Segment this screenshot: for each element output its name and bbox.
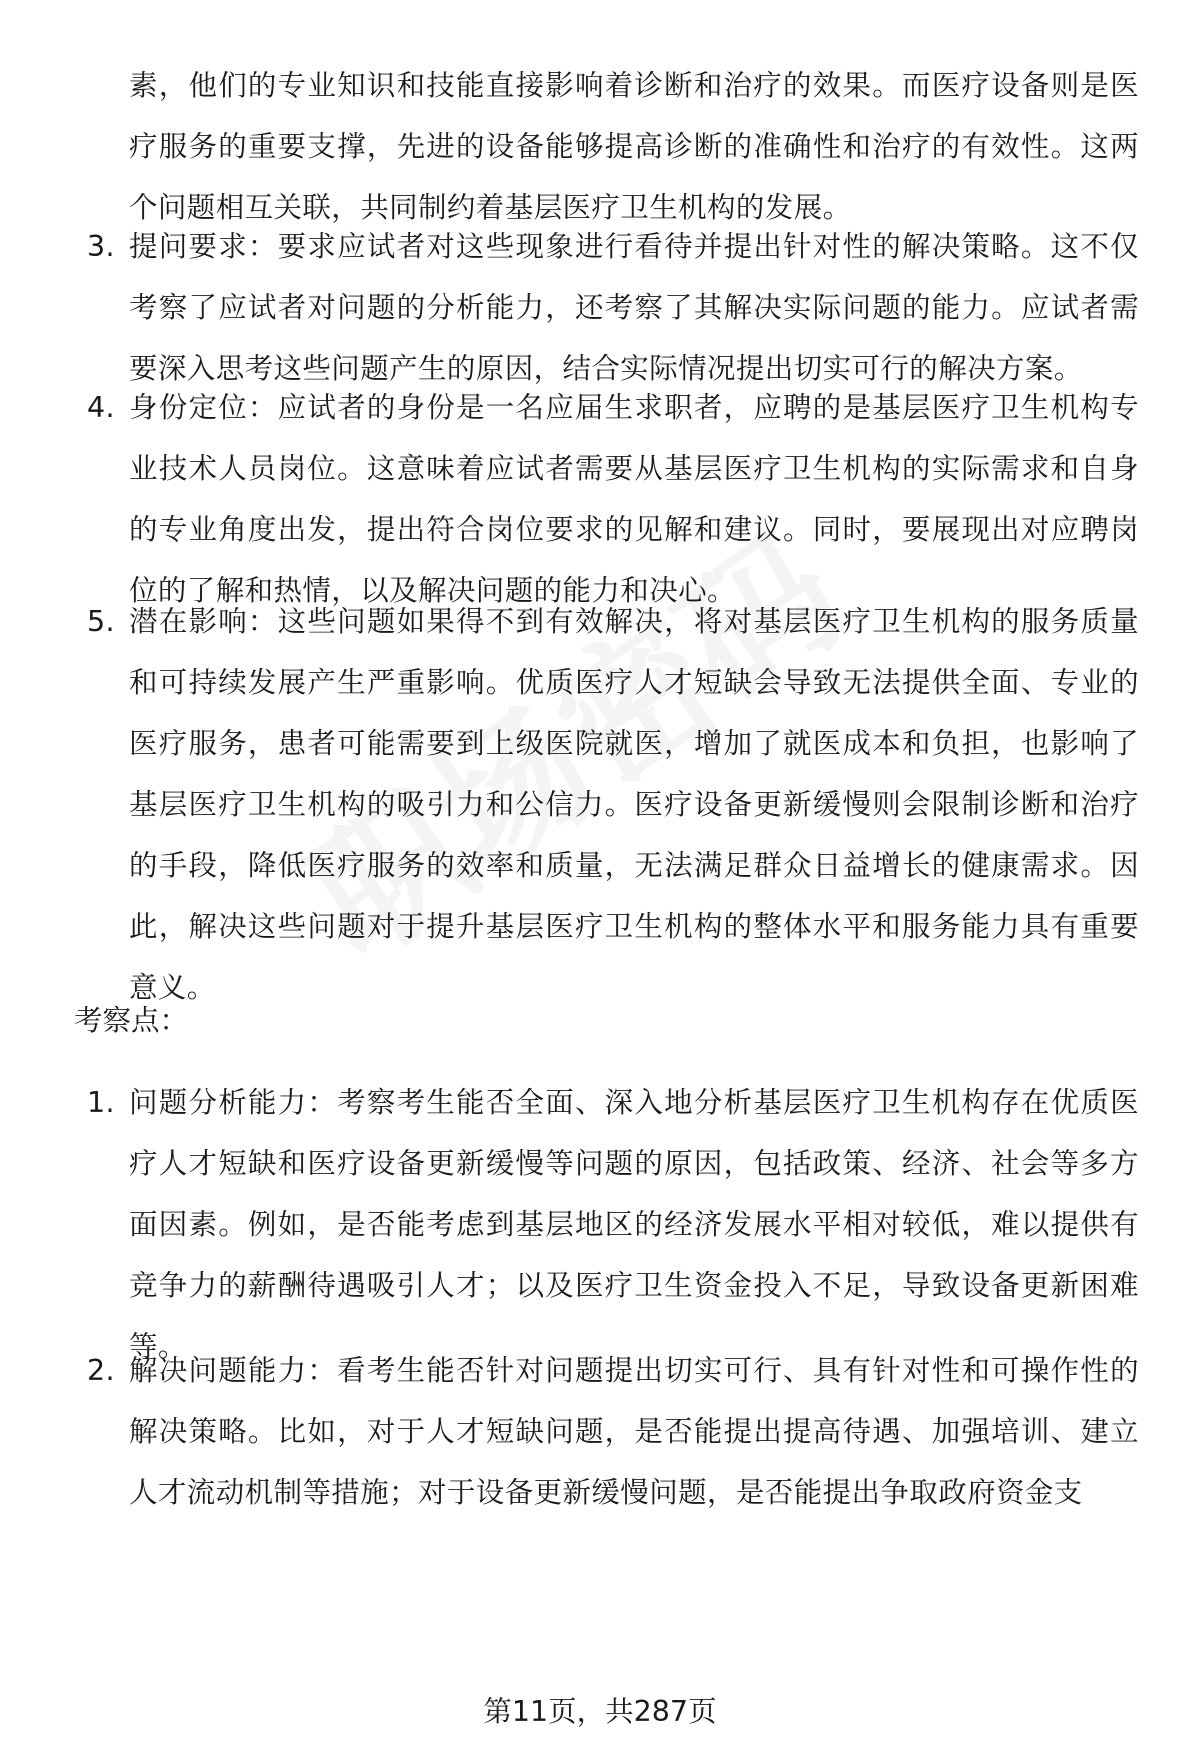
list-item (87, 377, 1139, 621)
list-item-text: 提问要求：要求应试者对这些现象进行看待并提出针对性的解决策略。这不仅考察了应试者对问题的分析能力，还考察了其解决实际问题的能力。应试者需要深入思考这些问题产生的原因，结合实际情况提出切实可行的解决方案。 (129, 230, 1139, 385)
list-item-text: 潜在影响：这些问题如果得不到有效解决，将对基层医疗卫生机构的服务质量和可持续发展产生严重影响。优质医疗人才短缺会导致无法提供全面、专业的医疗服务，患者可能需要到上级医院就医，增加了就医成本和负担，也影响了基层医疗卫生机构的吸引力和公信力。医疗设备更新缓慢则会限制诊断和治疗的手段，降低医疗服务的效率和质量，无法满足群众日益增长的健康需求。因此，解决这些问题对于提升基层医疗卫生机构的整体水平和服务能力具有重要意义。 (129, 605, 1139, 1004)
list-item-number: 1. (87, 1086, 115, 1119)
continued-paragraph: 素，他们的专业知识和技能直接影响着诊断和治疗的效果。而医疗设备则是医疗服务的重要支撑，先进的设备能够提高诊断的准确性和治疗的有效性。这两个问题相互关联，共同制约着基层医疗卫生机构的发展。 (129, 69, 1139, 224)
section-heading: 考察点： (74, 1004, 189, 1037)
list-item-number: 3. (87, 230, 115, 263)
list-item (87, 216, 1139, 399)
list-item-text: 身份定位：应试者的身份是一名应届生求职者，应聘的是基层医疗卫生机构专业技术人员岗位。这意味着应试者需要从基层医疗卫生机构的实际需求和自身的专业角度出发，提出符合岗位要求的见解和建议。同时，要展现出对应聘岗位的了解和热情，以及解决问题的能力和决心。 (129, 391, 1139, 607)
page-number: 第11页，共287页 (483, 1695, 717, 1728)
list-item-number: 4. (87, 391, 115, 424)
list-item (87, 1340, 1139, 1523)
list-item (87, 591, 1139, 1018)
list-item (87, 1072, 1139, 1377)
list-item-text: 问题分析能力：考察考生能否全面、深入地分析基层医疗卫生机构存在优质医疗人才短缺和医疗设备更新缓慢等问题的原因，包括政策、经济、社会等多方面因素。例如，是否能考虑到基层地区的经济发展水平相对较低，难以提供有竞争力的薪酬待遇吸引人才；以及医疗卫生资金投入不足，导致设备更新困难等。 (129, 1086, 1139, 1363)
list-item-text: 解决问题能力：看考生能否针对问题提出切实可行、具有针对性和可操作性的解决策略。比如，对于人才短缺问题，是否能提出提高待遇、加强培训、建立人才流动机制等措施；对于设备更新缓慢问题，是否能提出争取政府资金支 (129, 1354, 1139, 1509)
list-item-number: 5. (87, 605, 115, 638)
list-item-number: 2. (87, 1354, 115, 1387)
